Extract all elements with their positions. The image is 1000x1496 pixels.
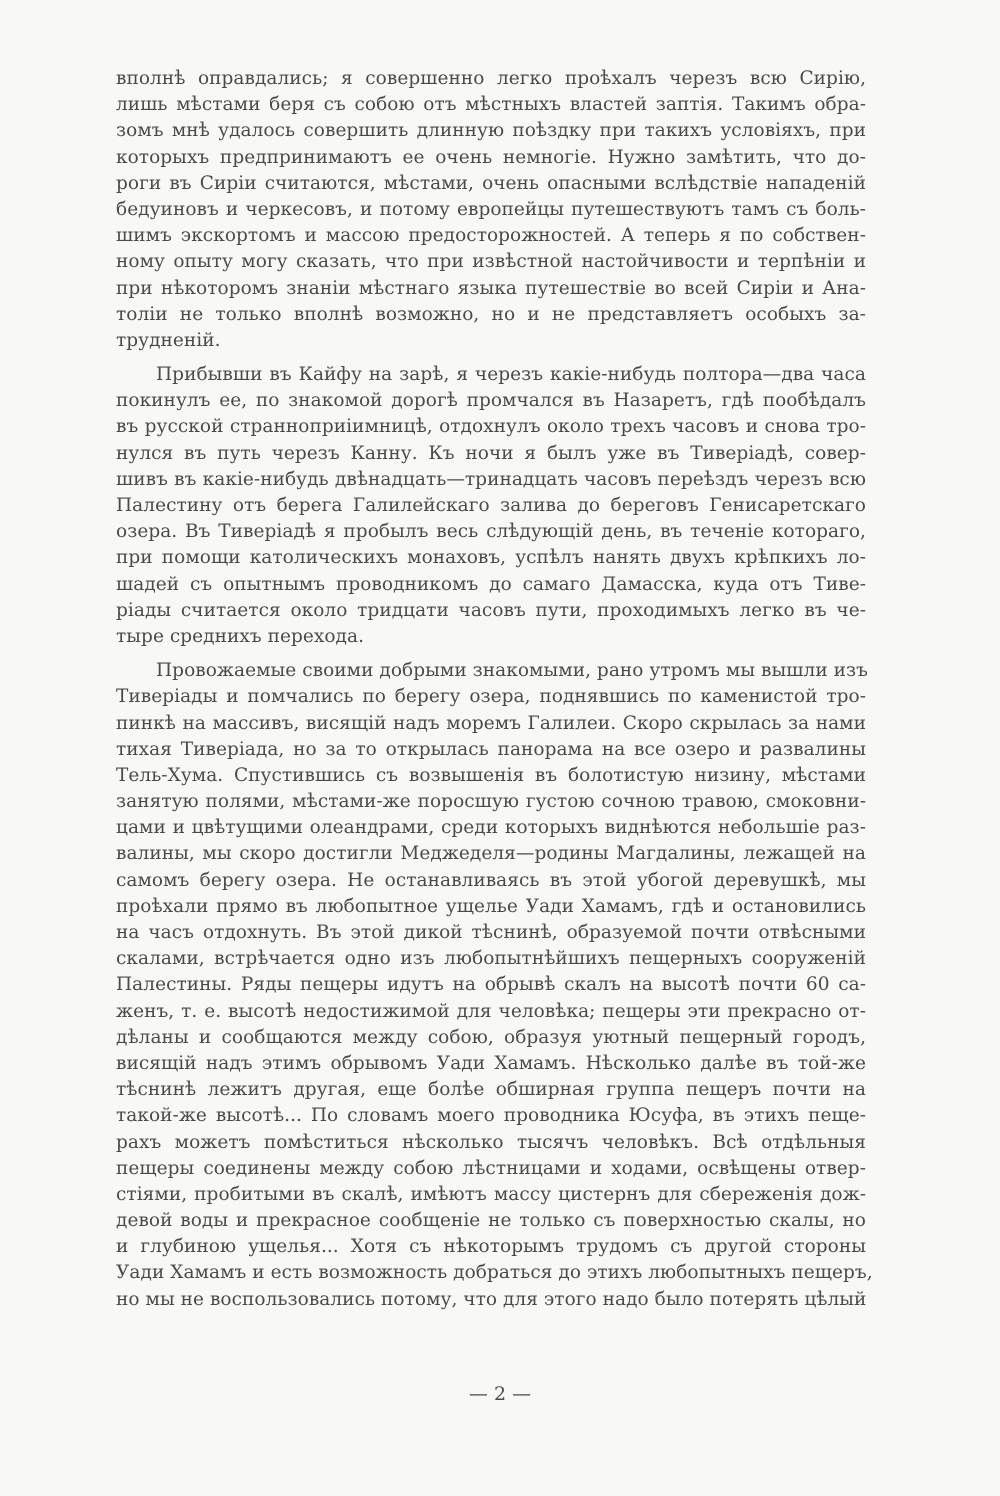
text-line: Тель-Хума. Спустившись съ возвышенія въ болотистую низину, мѣстами [116,764,866,786]
paragraph-gap [116,354,866,362]
paragraph-2 [116,362,866,650]
text-line: на часъ отдохнуть. Въ этой дикой тѣснинѣ, образуемой почти отвѣсными [116,922,866,943]
text-line: тѣснинѣ лежитъ другая, еще болѣе обширная группа пещеръ почти на [116,1079,866,1101]
text-line: шимъ экскортомъ и массою предосторожностей. А теперь я по собствен- [116,225,866,247]
text-line: толіи не только вполнѣ возможно, но и не представляетъ особыхъ за- [116,303,866,325]
text-line: нулся въ путь черезъ Канну. Къ ночи я былъ уже въ Тиверіадѣ, совер- [116,442,866,464]
body-text [116,66,873,1313]
text-line: Провожаемые своими добрыми знакомыми, рано утромъ мы вышли изъ [156,660,868,682]
text-line: ріады считается около тридцати часовъ пути, проходимыхъ легко въ че- [116,599,866,621]
text-line: покинулъ ее, по знакомой дорогѣ промчался въ Назаретъ, гдѣ пообѣдалъ [116,390,866,412]
paragraph-gap [116,650,866,658]
text-line: Палестину отъ берега Галилейскаго залива до береговъ Генисаретскаго [116,495,866,516]
text-line: стіями, пробитыми въ скалѣ, имѣютъ массу цистернъ для сбереженія дож- [116,1183,866,1205]
text-line: роги въ Сиріи считаются, мѣстами, очень опасными вслѣдствіе нападеній [116,172,866,194]
text-line: скалами, встрѣчается одно изъ любопытнѣйшихъ пещерныхъ сооруженій [116,948,866,970]
text-line: ному опыту могу сказать, что при извѣстной настойчивости и терпѣніи и [116,251,866,273]
text-line: трудненій. [116,329,221,351]
paragraph-3 [116,658,873,1313]
text-line: шадей съ опытнымъ проводникомъ до самаго Дамасска, куда отъ Тиве- [116,573,866,595]
page-number: — 2 — [468,1383,532,1405]
text-line: въ русской странноприіимницѣ, отдохнулъ около трехъ часовъ и снова тро- [116,416,866,438]
text-line: цами и цвѣтущими олеандрами, среди которыхъ виднѣются небольшіе раз- [116,817,866,839]
text-line: при помощи католическихъ монаховъ, успѣлъ нанять двухъ крѣпкихъ ло- [116,547,866,569]
text-line: рахъ можетъ помѣститься нѣсколько тысячъ человѣкъ. Всѣ отдѣльныя [116,1131,866,1153]
text-line: бедуиновъ и черкесовъ, и потому европейцы путешествуютъ тамъ съ боль- [116,198,866,220]
text-line: Прибывши въ Кайфу на зарѣ, я черезъ какіе-нибудь полтора—два часа [156,364,866,386]
text-line: тыре среднихъ перехода. [116,625,365,647]
paragraph-1 [116,66,866,354]
text-line: зомъ мнѣ удалось совершить длинную поѣздку при такихъ условіяхъ, при [116,120,866,142]
text-line: девой воды и прекрасное сообщеніе не только съ поверхностью скалы, но [116,1210,866,1232]
text-line: дѣланы и сообщаются между собою, образуя уютный пещерный городъ, [116,1026,866,1048]
text-line: которыхъ предпринимаютъ ее очень немногіе. Нужно замѣтить, что до- [116,146,866,168]
text-line: лишь мѣстами беря съ собою отъ мѣстныхъ властей заптія. Такимъ обра- [116,94,866,116]
text-line: валины, мы скоро достигли Меджеделя—родины Магдалины, лежащей на [116,843,866,865]
text-line: висящій надъ этимъ обрывомъ Уади Хамамъ. Нѣсколько далѣе въ той-же [116,1052,866,1074]
text-line: самомъ берегу озера. Не останавливаясь въ этой убогой деревушкѣ, мы [116,869,866,891]
text-line: женъ, т. е. высотѣ недостижимой для человѣка; пещеры эти прекрасно от- [116,1000,866,1022]
text-line: Палестины. Ряды пещеры идутъ на обрывѣ скалъ на высотѣ почти 60 са- [116,974,866,996]
text-line: занятую полями, мѣстами-же поросшую густою сочною травою, смоковни- [116,791,866,813]
text-line: но мы не воспользовались потому, что для этого надо было потерять цѣлый [116,1288,867,1310]
text-line: пинкѣ на массивъ, висящій надъ моремъ Галилеи. Скоро скрылась за нами [116,712,866,734]
text-line: проѣхали прямо въ любопытное ущелье Уади Хамамъ, гдѣ и остановились [116,895,866,917]
text-line: шивъ въ какіе-нибудь двѣнадцать—тринадцать часовъ переѣздъ черезъ всю [116,468,866,490]
text-line: тихая Тиверіада, но за то открылась панорама на все озеро и развалины [116,738,866,760]
text-line: Уади Хамамъ и есть возможность добраться до этихъ любопытныхъ пещеръ, [116,1262,873,1284]
text-line: вполнѣ оправдались; я совершенно легко проѣхалъ черезъ всю Сирію, [116,68,866,89]
text-line: такой-же высотѣ... По словамъ моего проводника Юсуфа, въ этихъ пеще- [116,1105,866,1127]
text-line: озера. Въ Тиверіадѣ я пробылъ весь слѣдующій день, въ теченіе котораго, [116,521,866,543]
text-line: и глубиною ущелья... Хотя съ нѣкоторымъ трудомъ съ другой стороны [116,1236,866,1258]
text-line: пещеры соединены между собою лѣстницами и ходами, освѣщены отвер- [116,1157,866,1179]
text-line: Тиверіады и помчались по берегу озера, поднявшись по каменистой тро- [116,686,866,708]
text-line: при нѣкоторомъ знаніи мѣстнаго языка путешествіе во всей Сиріи и Ана- [116,277,866,299]
